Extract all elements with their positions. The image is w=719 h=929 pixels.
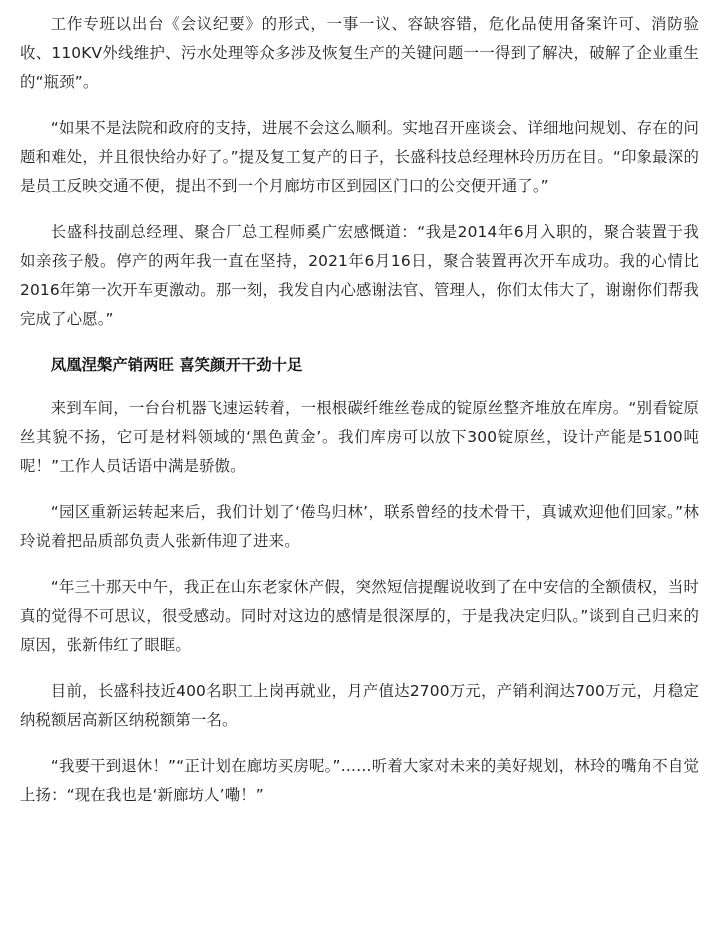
paragraph-general-manager-quote: “如果不是法院和政府的支持，进展不会这么顺利。实地召开座谈会、详细地问规划、存在的问题和难处，并且很快给办好了。”提及复工复产的日子，长盛科技总经理林玲历历在目。“印象最深的是员工反映交通不便，提出不到一个月廊坊市区到园区门口的公交便开通了。”	[20, 119, 699, 195]
section-subheading: 凤凰涅槃产销两旺 喜笑颜开干劲十足	[50, 356, 303, 374]
paragraph-quality-head-quote: “年三十那天中午，我正在山东老家休产假，突然短信提醒说收到了在中安信的全额债权，当时真的觉得不可思议，很受感动。同时对这边的感情是很深厚的，于是我决定归队。”谈到自己归来的原因，张新伟红了眼眶。	[20, 578, 699, 654]
paragraph-chief-engineer-quote: 长盛科技副总经理、聚合厂总工程师奚广宏感慨道：“我是2014年6月入职的，聚合装置于我如亲孩子般。停产的两年我一直在坚持，2021年6月16日，聚合装置再次开车成功。我的心情比2016年第一次开车更激动。那一刻，我发自内心感谢法官、管理人，你们太伟大了，谢谢你们帮我完成了心愿。”	[20, 223, 699, 328]
article-body	[20, 10, 699, 827]
paragraph-current-output: 目前，长盛科技近400名职工上岗再就业，月产值达2700万元，产销利润达700万元，月稳定纳税额居高新区纳税额第一名。	[20, 682, 699, 729]
paragraph-closing-quotes: “我要干到退休！”“正计划在廊坊买房呢。”……听着大家对未来的美好规划，林玲的嘴角不自觉上扬：“现在我也是‘新廊坊人’嘞！”	[20, 757, 699, 804]
paragraph-workshop: 来到车间，一台台机器飞速运转着，一根根碳纤维丝卷成的锭原丝整齐堆放在库房。“别看锭原丝其貌不扬，它可是材料领域的‘黑色黄金’。我们库房可以放下300锭原丝，设计产能是5100吨呢！”工作人员话语中满是骄傲。	[20, 399, 699, 475]
paragraph-meeting-minutes: 工作专班以出台《会议纪要》的形式，一事一议、容缺容错，危化品使用备案许可、消防验收、110KV外线维护、污水处理等众多涉及恢复生产的关键问题一一得到了解决，破解了企业重生的“瓶颈”。	[20, 15, 699, 91]
paragraph-return-home: “园区重新运转起来后，我们计划了‘倦鸟归林’，联系曾经的技术骨干，真诚欢迎他们回家。”林玲说着把品质部负责人张新伟迎了进来。	[20, 503, 699, 550]
